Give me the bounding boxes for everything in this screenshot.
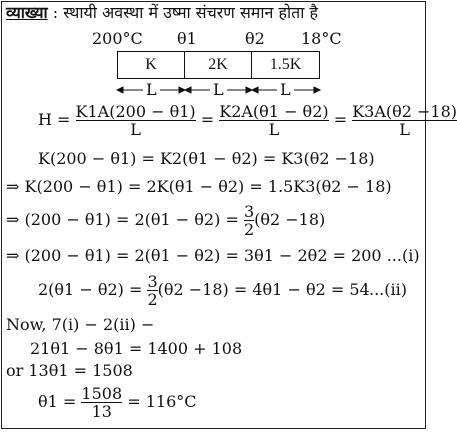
slab-2k: 2K — [184, 51, 252, 79]
eq7: Now, 7(i) − 2(ii) − — [6, 315, 155, 334]
temp-theta1: θ1 — [177, 29, 197, 48]
eq1-frac1: $\frac{K1A(200 - \theta 1)}{L}$ — [75, 102, 196, 139]
slab-1-5k: 1.5K — [251, 51, 320, 79]
eq1-frac3: $\frac{K3A(\theta 2 -18)}{L}$ — [352, 102, 457, 139]
eq6: 2(θ1 − θ2) = $\frac{3}{2}$ (θ2 −18) = 4θ1 − θ2 = 54 — [38, 272, 370, 309]
length-1: L — [146, 80, 157, 99]
eq4: ⇒ (200 − θ1) = 2(θ1 − θ2) = $\frac{3}{2}$ (θ2 −18) — [6, 202, 326, 239]
eq5: ⇒ (200 − θ1) = 2(θ1 − θ2) = 3θ1 − 2θ2 = 200 ...(i) — [6, 246, 420, 265]
eq10: θ1 = $\frac{1508}{13}$ = 116°C — [38, 384, 197, 421]
eq8: 21θ1 − 8θ1 = 1400 + 108 — [30, 339, 243, 358]
heading-sep: : — [47, 3, 64, 22]
eq1-lhs: H = — [38, 110, 71, 129]
temp-left: 200°C — [92, 29, 143, 48]
length-2: L — [213, 80, 224, 99]
slab-k: K — [117, 51, 185, 79]
temp-right: 18°C — [301, 29, 342, 48]
eq3: ⇒ K(200 − θ1) = 2K(θ1 − θ2) = 1.5K3(θ2 − 18) — [6, 177, 392, 196]
temp-theta2: θ2 — [245, 29, 265, 48]
heading-text: स्थायी अवस्था में उष्मा संचरण समान होता है — [63, 3, 318, 22]
length-3: L — [280, 80, 291, 99]
eq1-frac2: $\frac{K2A(\theta 1 - \theta 2)}{L}$ — [219, 102, 329, 139]
eq1: H = $\frac{K1A(200 - \theta 1)}{L}$ = $\frac{K2A(\theta 1 - \theta 2)}{L}$ = $\frac{K3A(\theta 2 -18)}{L}$ — [38, 102, 457, 139]
eq2: K(200 − θ1) = K2(θ1 − θ2) = K3(θ2 −18) — [38, 149, 375, 168]
heading-label: व्याख्या — [6, 3, 48, 22]
eq6-tag: ...(ii) — [369, 280, 407, 299]
eq9: or 13θ1 = 1508 — [6, 361, 133, 380]
